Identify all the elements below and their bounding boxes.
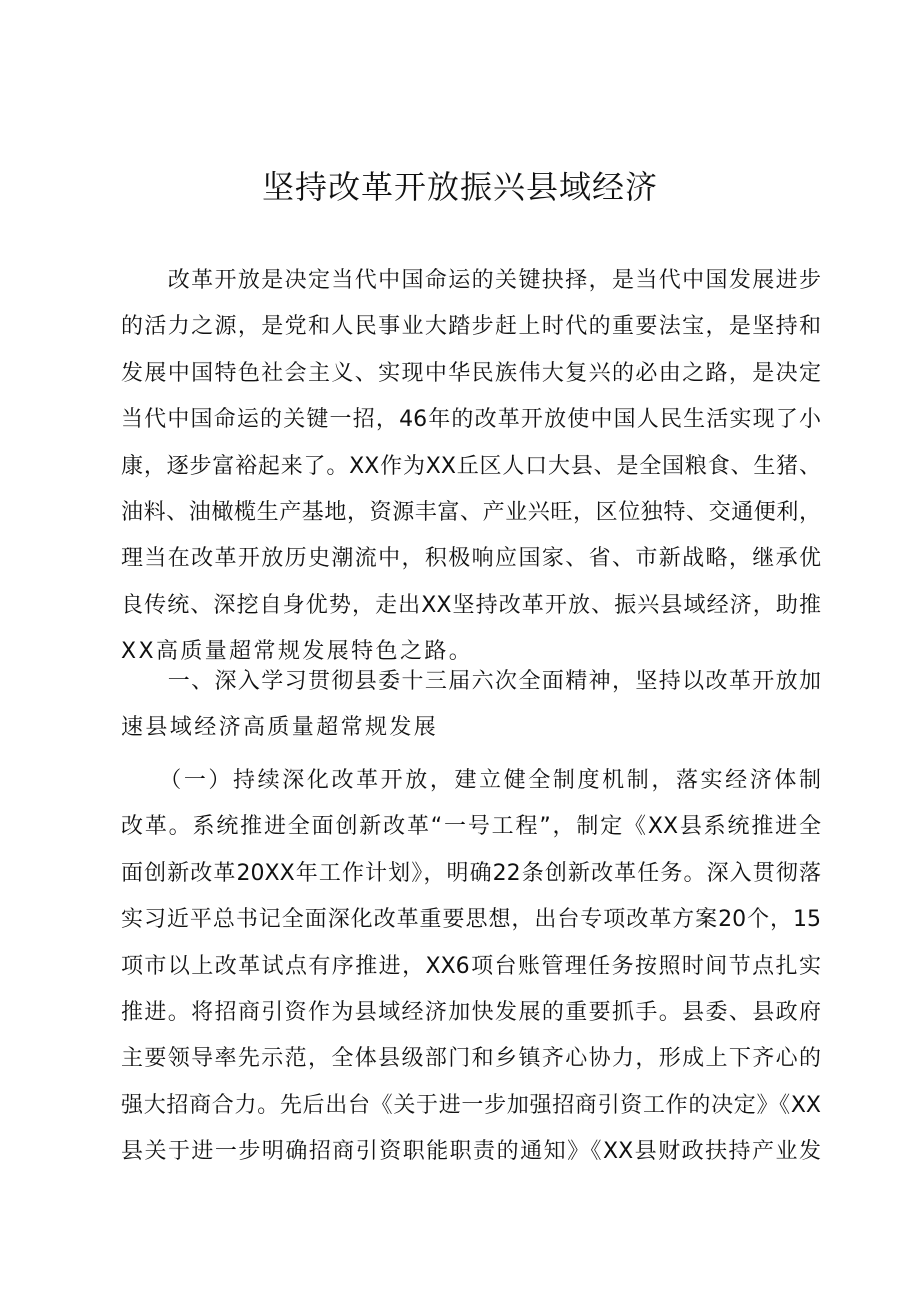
paragraph-section-1-1 xyxy=(121,758,821,1176)
text-line: 项市以上改革试点有序推进，XX6项台账管理任务按照时间节点扎实 xyxy=(121,953,821,979)
text-line: 康，逐步富裕起来了。XX作为XX丘区人口大县、是全国粮食、生猪、 xyxy=(121,453,821,479)
text-line: 改革。系统推进全面创新改革“一号工程”，制定《XX县系统推进全 xyxy=(121,814,821,840)
text-line: （一）持续深化改革开放，建立健全制度机制，落实经济体制 xyxy=(121,768,821,793)
section-heading-1 xyxy=(121,659,821,752)
text-line: 当代中国命运的关键一招，46年的改革开放使中国人民生活实现了小 xyxy=(121,407,821,433)
text-line: 理当在改革开放历史潮流中，积极响应国家、省、市新战略，继承优 xyxy=(121,546,821,572)
text-line: 良传统、深挖自身优势，走出XX坚持改革开放、振兴县域经济，助推 xyxy=(121,592,821,618)
text-line: 强大招商合力。先后出台《关于进一步加强招商引资工作的决定》《XX xyxy=(121,1092,821,1118)
text-line: 发展中国特色社会主义、实现中华民族伟大复兴的必由之路，是决定 xyxy=(121,360,821,386)
text-line: 面创新改革20XX年工作计划》，明确22条创新改革任务。深入贯彻落 xyxy=(121,860,821,886)
text-line: 主要领导率先示范，全体县级部门和乡镇齐心协力，形成上下齐心的 xyxy=(121,1046,821,1072)
text-line: XX高质量超常规发展特色之路。 xyxy=(121,639,474,665)
text-line: 推进。将招商引资作为县域经济加快发展的重要抓手。县委、县政府 xyxy=(121,999,821,1025)
text-line: 的活力之源，是党和人民事业大踏步赶上时代的重要法宝，是坚持和 xyxy=(121,314,821,340)
text-line: 一、深入学习贯彻县委十三届六次全面精神，坚持以改革开放加 xyxy=(121,669,821,694)
text-line: 改革开放是决定当代中国命运的关键抉择，是当代中国发展进步 xyxy=(121,268,821,293)
text-line: 速县域经济高质量超常规发展 xyxy=(121,715,439,741)
text-line: 县关于进一步明确招商引资职能职责的通知》《XX县财政扶持产业发 xyxy=(121,1139,821,1165)
paragraph-intro xyxy=(121,258,821,676)
text-line: 油料、油橄榄生产基地，资源丰富、产业兴旺，区位独特、交通便利， xyxy=(121,499,821,525)
document-title: 坚持改革开放振兴县域经济 xyxy=(261,168,658,206)
text-line: 实习近平总书记全面深化改革重要思想，出台专项改革方案20个，15 xyxy=(121,907,821,933)
